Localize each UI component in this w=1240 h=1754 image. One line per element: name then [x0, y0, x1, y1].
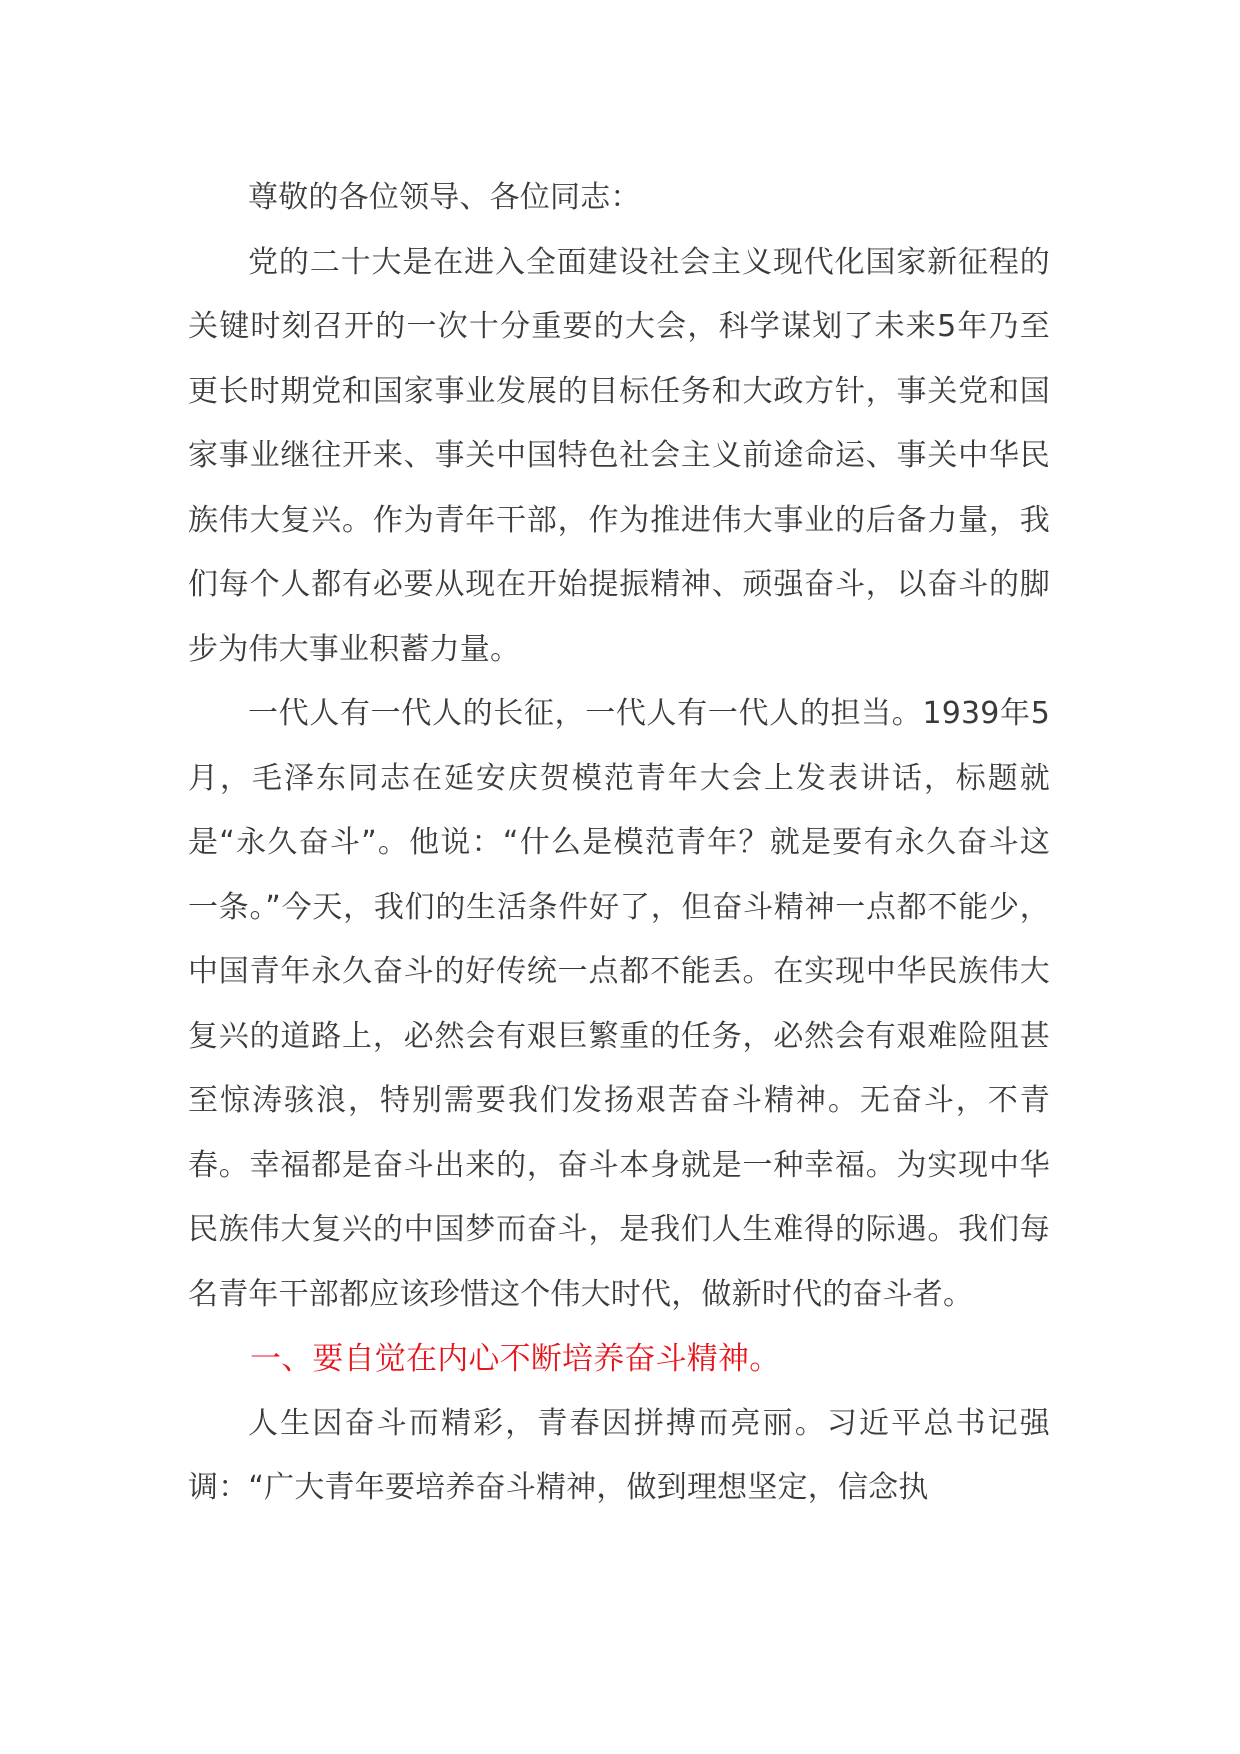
section-paragraph: 人生因奋斗而精彩，青春因拼搏而亮丽。习近平总书记强调：“广大青年要培养奋斗精神，做到理想坚定，信念执: [188, 1405, 1050, 1505]
salutation: 尊敬的各位领导、各位同志：: [248, 180, 641, 215]
paragraph-intro: 党的二十大是在进入全面建设社会主义现代化国家新征程的关键时刻召开的一次十分重要的大会，科学谋划了未来5年乃至更长时期党和国家事业发展的目标任务和大政方针，事关党和国家事业继往开来、事关中国特色社会主义前途命运、事关中华民族伟大复兴。作为青年干部，作为推进伟大事业的后备力量，我们每个人都有必要从现在开始提振精神、顽强奋斗，以奋斗的脚步为伟大事业积蓄力量。: [188, 244, 1050, 667]
paragraph-struggle: 一代人有一代人的长征，一代人有一代人的担当。1939年5月，毛泽东同志在延安庆贺模范青年大会上发表讲话，标题就是“永久奋斗”。他说：“什么是模范青年？就是要有永久奋斗这一条。”今天，我们的生活条件好了，但奋斗精神一点都不能少，中国青年永久奋斗的好传统一点都不能丢。在实现中华民族伟大复兴的道路上，必然会有艰巨繁重的任务，必然会有艰难险阻甚至惊涛骇浪，特别需要我们发扬艰苦奋斗精神。无奋斗，不青春。幸福都是奋斗出来的，奋斗本身就是一种幸福。为实现中华民族伟大复兴的中国梦而奋斗，是我们人生难得的际遇。我们每名青年干部都应该珍惜这个伟大时代，做新时代的奋斗者。: [188, 696, 1050, 1312]
section-heading: 一、要自觉在内心不断培养奋斗精神。: [250, 1341, 781, 1377]
document-page: [188, 166, 1050, 1521]
